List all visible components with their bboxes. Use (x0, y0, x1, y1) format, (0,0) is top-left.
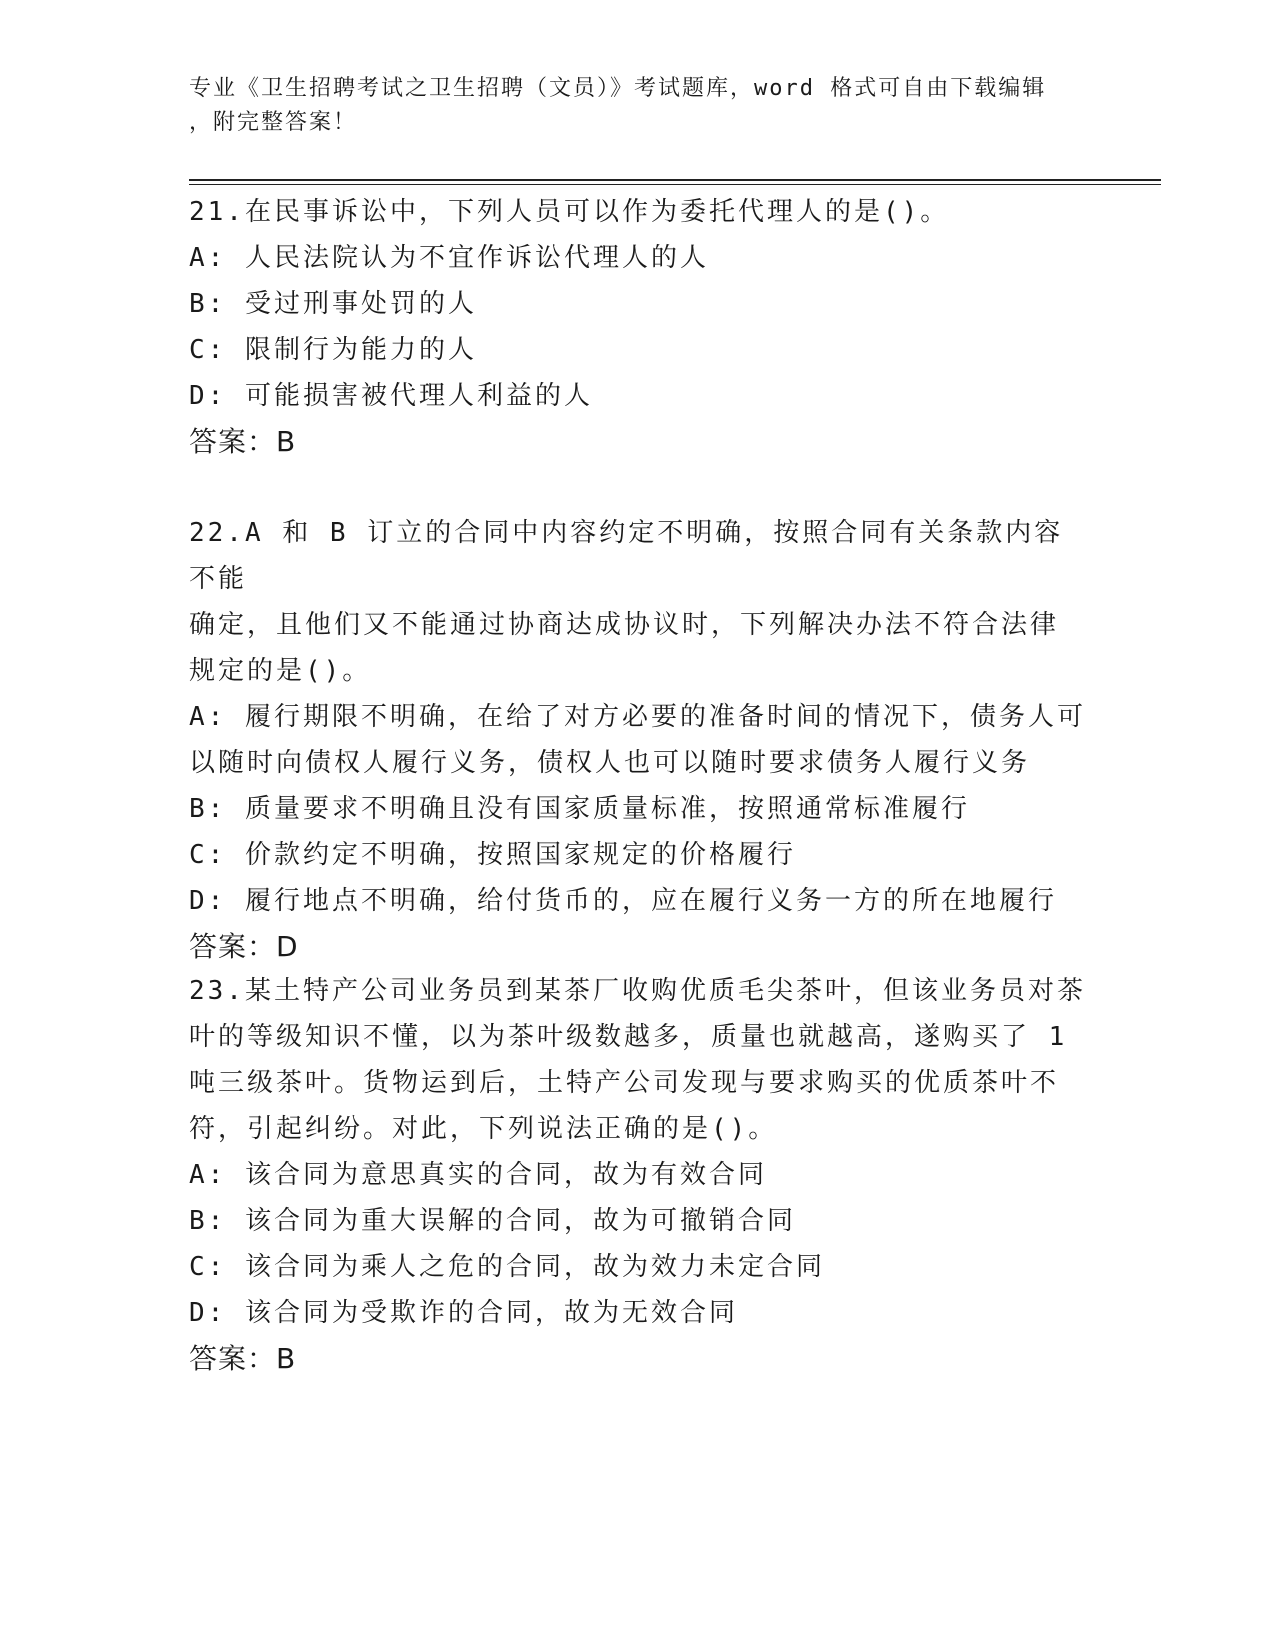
header-line-1: 专业《卫生招聘考试之卫生招聘（文员）》考试题库，word 格式可自由下载编辑 (189, 76, 1047, 101)
question-stem-line-1: 22.A 和 B 订立的合同中内容约定不明确，按照合同有关条款内容不能 (189, 518, 1064, 594)
option-b: B: 质量要求不明确且没有国家质量标准，按照通常标准履行 (189, 794, 970, 824)
header-line-2: ，附完整答案！ (189, 110, 358, 135)
option-d: D: 该合同为受欺诈的合同，故为无效合同 (189, 1298, 738, 1328)
option-a-line-2: 以随时向债权人履行义务，债权人也可以随时要求债务人履行义务 (189, 748, 1031, 778)
option-d: D: 履行地点不明确，给付货币的，应在履行义务一方的所在地履行 (189, 886, 1057, 916)
header-divider (189, 179, 1161, 181)
question-21 (189, 189, 1089, 465)
option-d: D: 可能损害被代理人利益的人 (189, 381, 593, 411)
option-b: B: 受过刑事处罚的人 (189, 289, 477, 319)
question-stem-line-3: 规定的是()。 (189, 656, 372, 686)
question-23 (189, 968, 1089, 1382)
question-stem-line-3: 吨三级茶叶。货物运到后，土特产公司发现与要求购买的优质茶叶不 (189, 1068, 1060, 1098)
question-stem: 21.在民事诉讼中，下列人员可以作为委托代理人的是()。 (189, 197, 950, 227)
question-stem-line-2: 确定，且他们又不能通过协商达成协议时，下列解决办法不符合法律 (189, 610, 1060, 640)
answer: 答案：B (189, 1342, 297, 1375)
header-note (189, 72, 1089, 140)
question-stem-line-4: 符，引起纠纷。对此，下列说法正确的是()。 (189, 1114, 778, 1144)
header-divider-thin (189, 184, 1161, 185)
answer: 答案：D (189, 930, 299, 963)
question-stem-line-2: 叶的等级知识不懂，以为茶叶级数越多，质量也就越高，遂购买了 1 (189, 1022, 1068, 1052)
option-c: C: 价款约定不明确，按照国家规定的价格履行 (189, 840, 796, 870)
option-a: A: 人民法院认为不宜作诉讼代理人的人 (189, 243, 709, 273)
option-a: A: 该合同为意思真实的合同，故为有效合同 (189, 1160, 767, 1190)
option-c: C: 限制行为能力的人 (189, 335, 477, 365)
option-a-line-1: A: 履行期限不明确，在给了对方必要的准备时间的情况下，债务人可 (189, 702, 1086, 732)
option-b: B: 该合同为重大误解的合同，故为可撤销合同 (189, 1206, 796, 1236)
question-22 (189, 510, 1089, 970)
answer: 答案：B (189, 425, 297, 458)
question-stem-line-1: 23.某土特产公司业务员到某茶厂收购优质毛尖茶叶，但该业务员对茶 (189, 976, 1086, 1006)
option-c: C: 该合同为乘人之危的合同，故为效力未定合同 (189, 1252, 825, 1282)
